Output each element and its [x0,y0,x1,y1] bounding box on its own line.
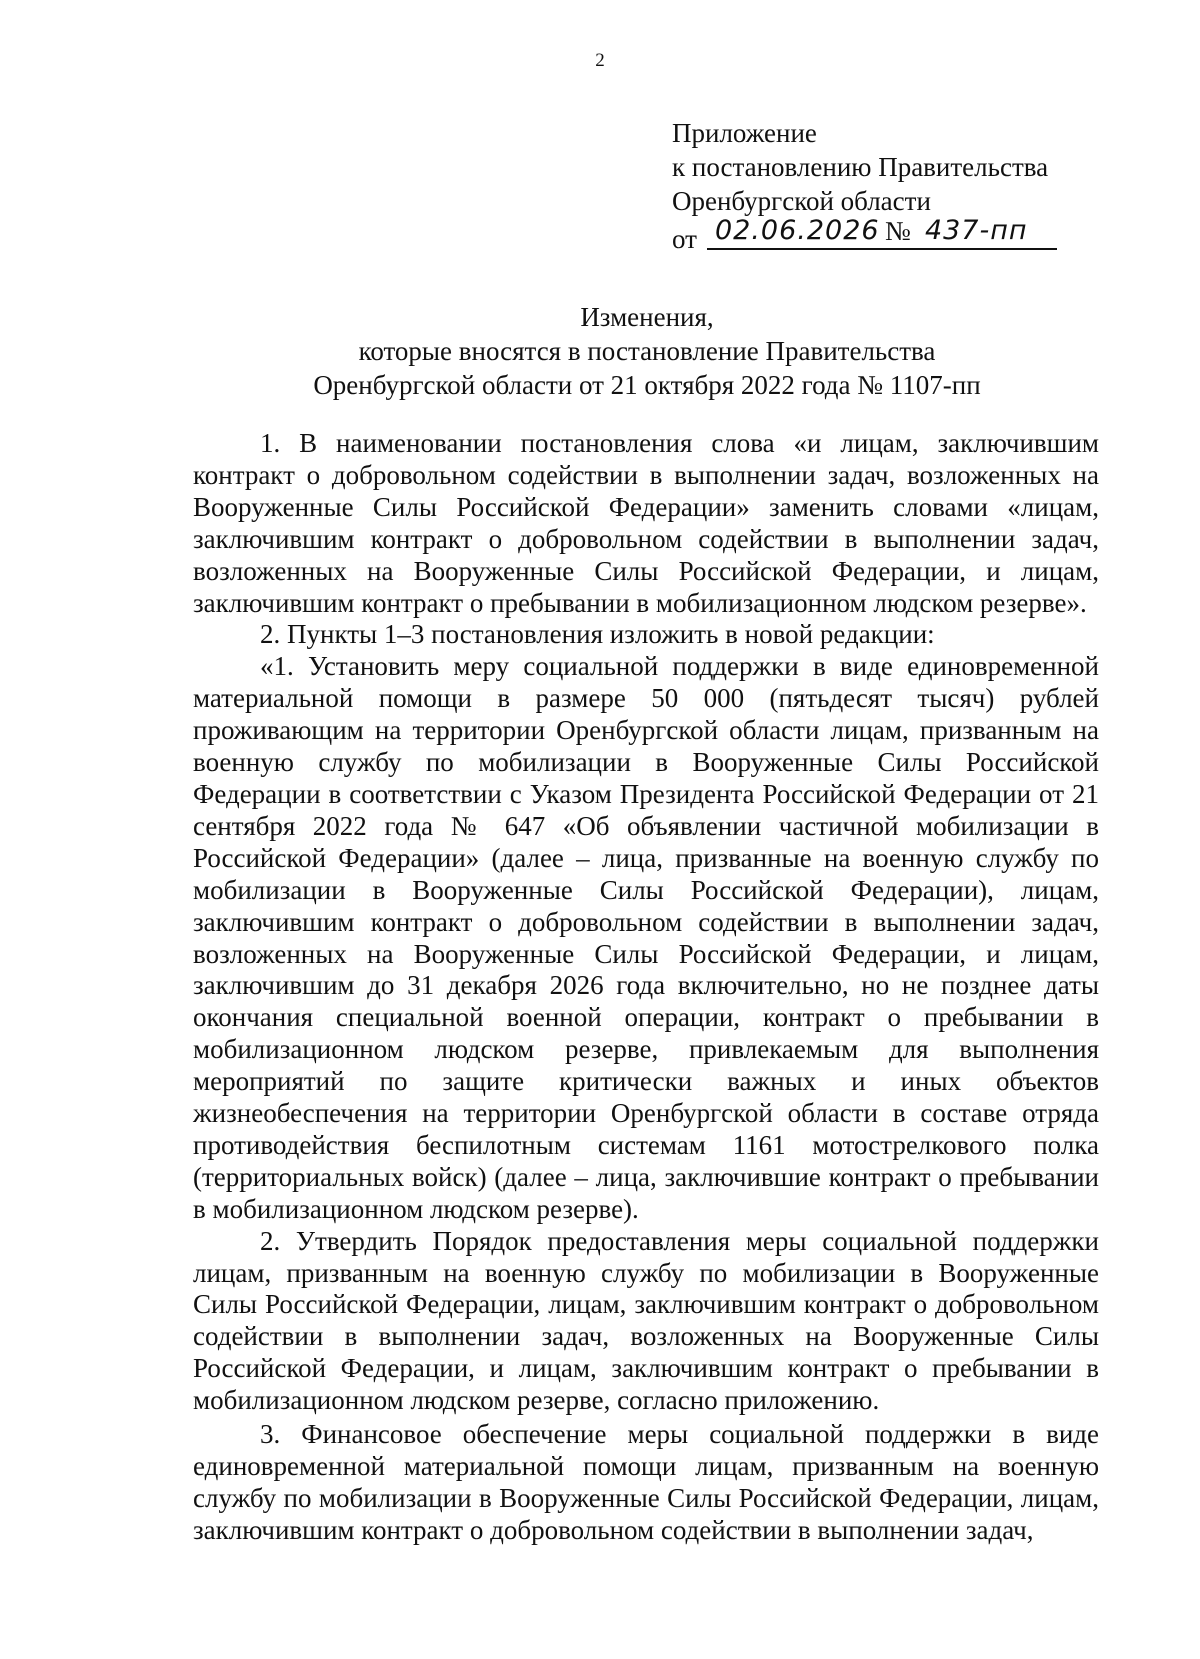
appendix-line-2: к постановлению Правительства [672,152,1049,182]
number-label: № [884,216,911,246]
paragraph-2: 2. Пункты 1–3 постановления изложить в новой редакции: [260,619,935,650]
appendix-line-1: Приложение [672,118,817,148]
paragraph-3: «1. Установить меру социальной поддержки в виде единовременной материальной помощи в размере 50 000 (пятьдесят тысяч) рублей проживающим на территории Оренбургской области лицам, призванным на военную службу по мобилизации в Вооруженные Силы Российской Федерации в соответствии с Указом Президента Российской Федерации от 21 сентября 2022 года № 647 «Об объявлении частичной мобилизации в Российской Федерации» (далее – лица, призванные на военную службу по мобилизации в Вооруженные Силы Российской Федерации), лицам, заключившим контракт о добровольном содействии в выполнении задач, возложенных на Вооруженные Силы Российской Федерации, и лицам, заключившим до 31 декабря 2026 года включительно, но не позднее даты окончания специальной военной операции, контракт о пребывании в мобилизационном людском резерве, привлекаемым для выполнения мероприятий по защите критически важных и иных объектов жизнеобеспечения на территории Оренбургской области в составе отряда противодействия беспилотным системам 1161 мотострелкового полка (территориальных войск) (далее – лица, заключившие контракт о пребывании в мобилизационном людском резерве). [193,651,1099,1224]
handwritten-date: 02.06.2026 [714,215,880,246]
appendix-header [672,116,1057,256]
handwritten-number: 437-пп [924,215,1028,246]
from-label: от [672,224,697,254]
title-line-3: Оренбургской области от 21 октября 2022 года № 1107-пп [313,370,981,400]
appendix-date-line [672,215,1057,256]
signature-line [707,215,1057,248]
document-body [193,428,1099,1547]
title-line-1: Изменения, [580,302,714,332]
paragraph-5: 3. Финансовое обеспечение меры социальной поддержки в виде единовременной материальной помощи лицам, призванным на военную службу по мобилизации в Вооруженные Силы Российской Федерации, лицам, заключившим контракт о добровольном содействии в выполнении задач, [193,1419,1099,1545]
paragraph-4: 2. Утвердить Порядок предоставления меры социальной поддержки лицам, призванным на военную службу по мобилизации в Вооруженные Силы Российской Федерации, лицам, заключившим контракт о добровольном содействии в выполнении задач, возложенных на Вооруженные Силы Российской Федерации, и лицам, заключившим контракт о пребывании в мобилизационном людском резерве, согласно приложению. [193,1225,1099,1416]
page-number: 2 [595,50,605,71]
paragraph-1: 1. В наименовании постановления слова «и лицам, заключившим контракт о добровольном содействии в выполнении задач, возложенных на Вооруженные Силы Российской Федерации» заменить словами «лицам, заключившим контракт о добровольном содействии в выполнении задач, возложенных на Вооруженные Силы Российской Федерации, и лицам, заключившим контракт о пребывании в мобилизационном людском резерве». [193,428,1099,618]
title-line-2: которые вносятся в постановление Правительства [358,336,936,366]
document-title [0,300,1200,402]
appendix-line-3: Оренбургской области [672,186,931,216]
